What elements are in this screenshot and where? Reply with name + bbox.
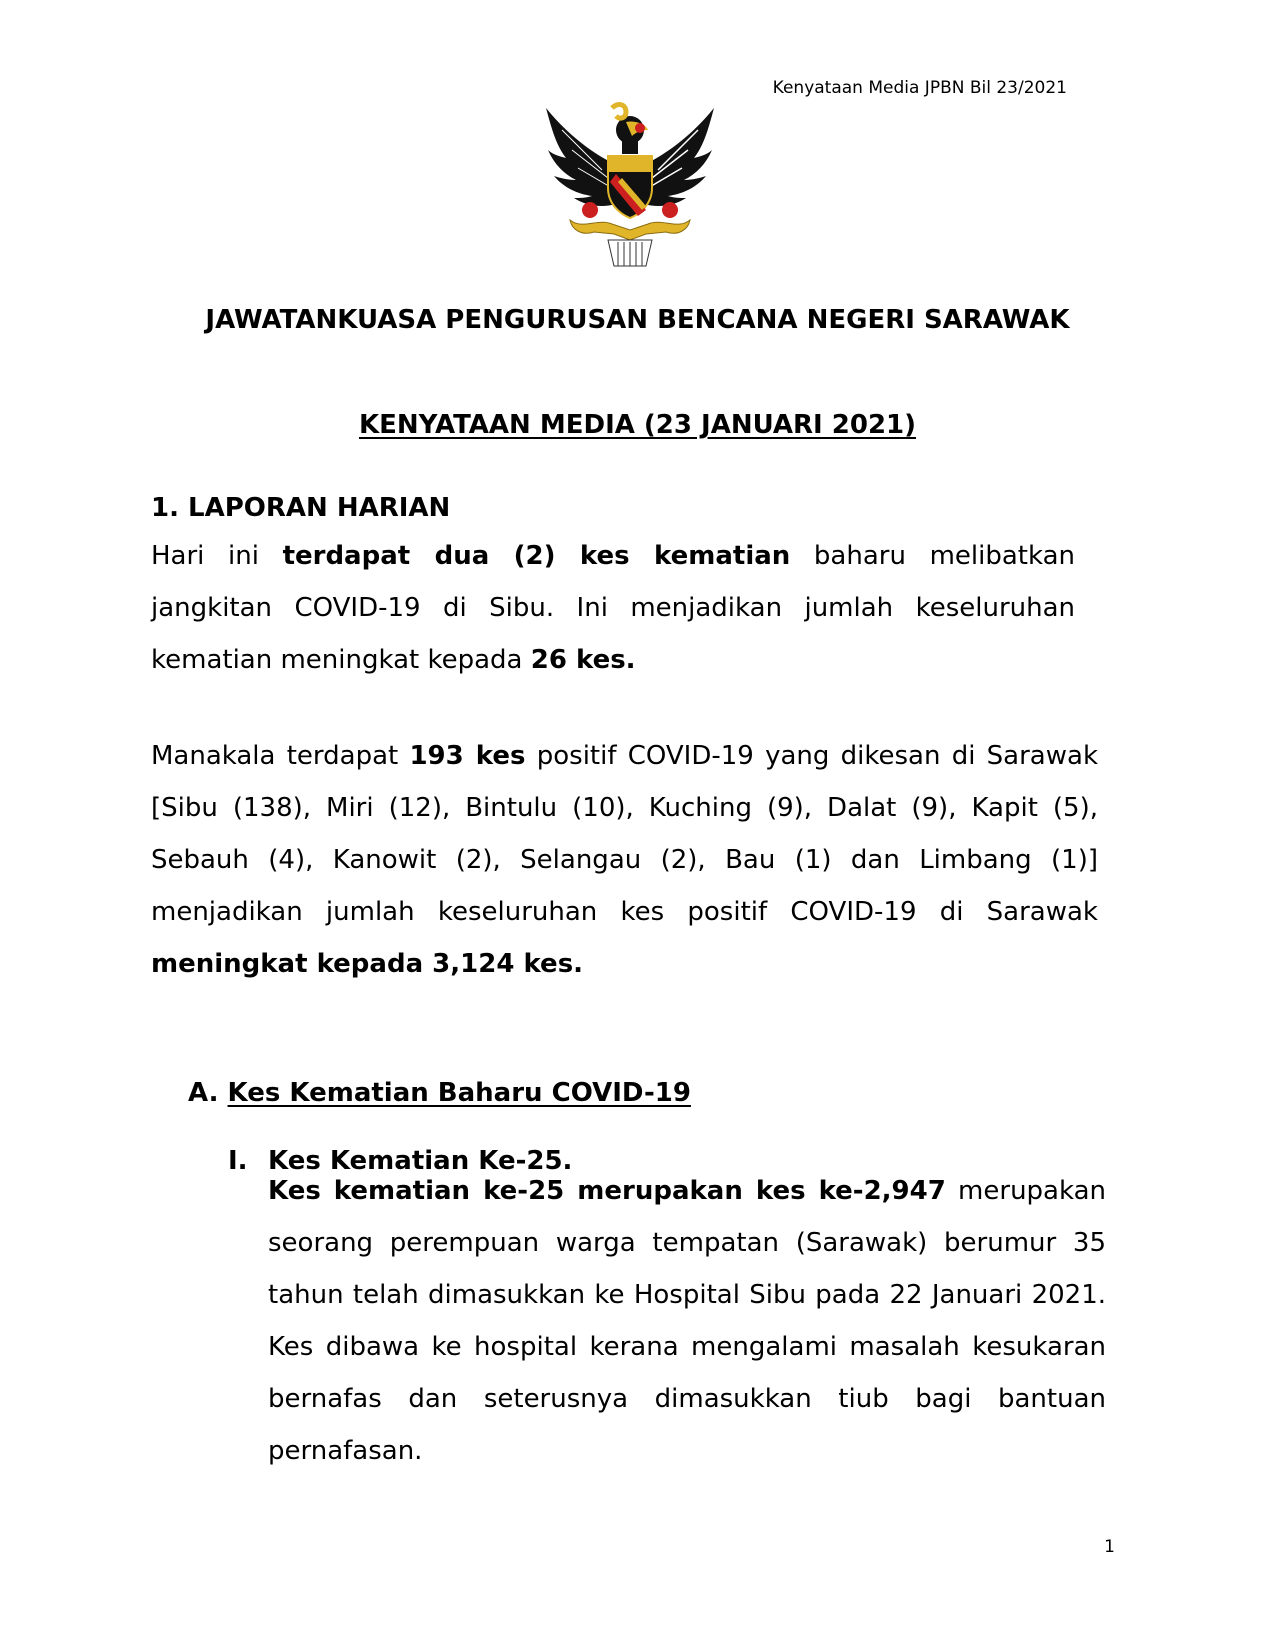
bold-text-run: meningkat kepada 3,124 kes. (151, 949, 584, 979)
bold-text-run: 26 kes. (530, 645, 636, 675)
document-title-text: KENYATAAN MEDIA (23 JANUARI 2021) (358, 410, 917, 440)
text-run: merupakan seorang perempuan warga tempatan (Sarawak) berumur 35 tahun telah dimasukkan ke Hospital Sibu pada 22 Januari 2021. Kes dibawa ke hospital kerana mengalami masalah kesukaran bernafas dan seterusnya dimasukkan tiub bagi bantuan pernafasan. (268, 1176, 1106, 1466)
section-heading: 1. LAPORAN HARIAN (151, 493, 451, 523)
item-number: I. (228, 1146, 248, 1176)
subsection-heading (188, 1078, 691, 1108)
text-run: Hari ini (151, 541, 283, 571)
paragraph-death-case-25 (268, 1165, 1106, 1477)
bold-text-run: terdapat dua (2) kes kematian (282, 541, 791, 571)
subsection-title: Kes Kematian Baharu COVID-19 (227, 1078, 691, 1108)
item-title: Kes Kematian Ke-25. (268, 1146, 573, 1176)
text-run: baharu melibatkan jangkitan COVID-19 di Sibu. Ini menjadikan jumlah keseluruhan kematian meningkat kepada (151, 541, 1075, 675)
coat-of-arms-icon (542, 100, 718, 270)
text-run: Manakala terdapat (151, 741, 410, 771)
document-title (0, 410, 1275, 440)
subsection-label: A. (188, 1078, 228, 1108)
paragraph-deaths-summary (151, 530, 1075, 686)
document-reference: Kenyataan Media JPBN Bil 23/2021 (772, 78, 1067, 98)
text-run: positif COVID-19 yang dikesan di Sarawak [Sibu (138), Miri (12), Bintulu (10), Kuching (9), Dalat (9), Kapit (5), Sebauh (4), Kanowit (2), Selangau (2), Bau (1) dan Limbang (1)] menjadikan jumlah keseluruhan kes positif COVID-19 di Sarawak (151, 741, 1098, 927)
bold-text-run: 193 kes (409, 741, 526, 771)
organization-heading: JAWATANKUASA PENGURUSAN BENCANA NEGERI SARAWAK (205, 305, 1070, 335)
paragraph-cases-summary (151, 730, 1098, 990)
page-number: 1 (1104, 1537, 1115, 1557)
bold-text-run: Kes kematian ke-25 merupakan kes ke-2,947 (268, 1176, 946, 1206)
